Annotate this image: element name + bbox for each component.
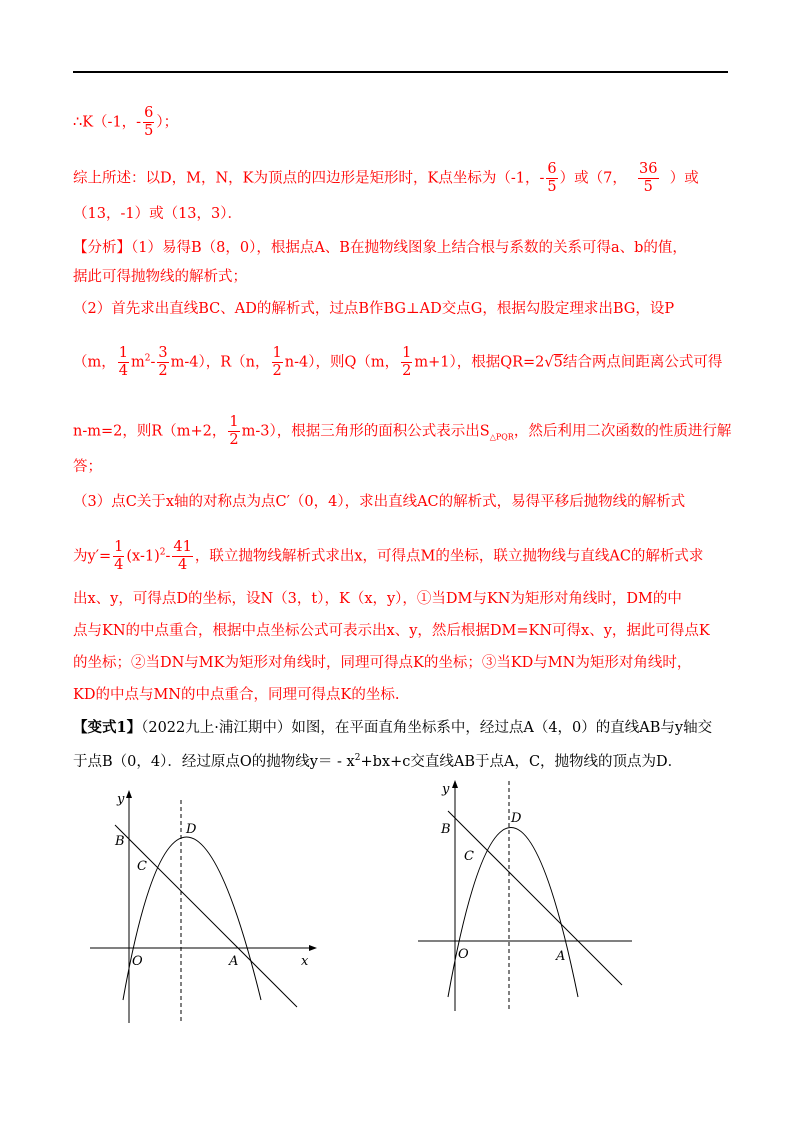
variant-label: 【变式1】: [73, 719, 142, 736]
label-d: D: [186, 822, 197, 837]
label-d: D: [511, 811, 522, 826]
analysis-line-3: （2）首先求出直线BC、AD的解析式，过点B作BG⊥AD交点G，根据勾股定理求出BG，设P: [73, 301, 675, 317]
analysis-line-1: 【分析】（1）易得B（8，0），根据点A、B在抛物线图象上结合根与系数的关系可得a、b的值，: [73, 240, 687, 256]
fraction: $\frac{36}{5}$: [639, 161, 658, 195]
label-o: O: [132, 954, 143, 969]
label-x: x: [301, 954, 309, 969]
analysis-line-4: （m， $\frac{1}{4}$ $m^2-$ $\frac{3}{2}$ m-4），R（n， $\frac{1}{2}$ n-4），则Q（m， $\frac{1}{2}$ m+1），根据QR=2√5结合两点间距离公式可得: [73, 345, 723, 379]
label-a: A: [556, 949, 566, 964]
analysis-line-10: 点与KN的中点重合，根据中点坐标公式可表示出x、y，然后根据DM=KN可得x、y，据此可得点K: [73, 623, 710, 639]
label-y: y: [442, 782, 450, 797]
figure-1: [85, 785, 325, 1025]
fraction: $\frac{1}{2}$: [272, 345, 282, 379]
fraction: $\frac{1}{4}$: [118, 345, 128, 379]
label-o: O: [458, 947, 469, 962]
fraction: $\frac{6}{5}$: [144, 105, 154, 139]
line-k-result: ∴K（-1，- $\frac{6}{5}$ ）；: [73, 105, 179, 139]
label-c: C: [137, 859, 147, 874]
line-ab: [448, 811, 622, 985]
fraction: $\frac{3}{2}$: [158, 345, 168, 379]
y-axis-arrow-icon: [126, 790, 132, 798]
line-summary: 综上所述：以D，M，N，K为顶点的四边形是矩形时，K点坐标为（-1，- $\frac{6}{5}$ ）或（7， $\frac{36}{5}$ ）或: [73, 161, 699, 195]
analysis-line-8: 为y′= $\frac{1}{4}$ $(x-1)^2-$ $\frac{41}{4}$ ，联立抛物线解析式求出x，可得点M的坐标，联立抛物线与直线AC的解析式求: [73, 539, 704, 573]
label-b: B: [441, 822, 451, 837]
analysis-line-12: KD的中点与MN的中点重合，同理可得点K的坐标.: [73, 687, 400, 703]
fraction: $\frac{41}{4}$: [173, 539, 192, 573]
analysis-line-5: n-m=2，则R（m+2， $\frac{1}{2}$ m-3），根据三角形的面积公式表示出$S_{\triangle PQR}$，然后利用二次函数的性质进行解: [73, 414, 732, 448]
analysis-line-2: 据此可得抛物线的解析式；: [73, 269, 247, 285]
label-b: B: [115, 834, 125, 849]
fraction: $\frac{1}{2}$: [229, 414, 239, 448]
analysis-line-7: （3）点C关于x轴的对称点为点C′（0，4），求出直线AC的解析式，易得平移后抛物线的解析式: [73, 494, 686, 510]
sqrt-icon: √: [544, 354, 554, 371]
fraction: $\frac{1}{4}$: [114, 539, 124, 573]
x-axis-arrow-icon: [309, 945, 317, 951]
analysis-line-11: 的坐标；②当DN与MK为矩形对角线时，同理可得点K的坐标；③当KD与MN为矩形对角线时，: [73, 655, 692, 671]
fraction: $\frac{1}{2}$: [402, 345, 412, 379]
header-rule: [73, 71, 728, 73]
label-y: y: [117, 792, 125, 807]
analysis-line-9: 出x、y，可得点D的坐标，设N（3，t），K（x，y），①当DM与KN为矩形对角线时，DM的中: [73, 591, 682, 607]
line-ab: [115, 825, 297, 1007]
y-axis-arrow-icon: [452, 780, 458, 788]
figure-2: [410, 773, 640, 1013]
label-a: A: [229, 954, 239, 969]
problem-line-1: 【变式1】（2022九上·浦江期中）如图，在平面直角坐标系中，经过点A（4，0）的直线AB与y轴交: [73, 719, 713, 736]
problem-line-2: 于点B（0，4）．经过原点O的抛物线$y= - x^2+bx+c$交直线AB于点A，C，抛物线的顶点为D．: [73, 753, 683, 770]
label-c: C: [464, 849, 474, 864]
line-summary-cont: （13，-1）或（13，3）．: [73, 206, 243, 222]
fraction: $\frac{6}{5}$: [547, 161, 557, 195]
analysis-line-6: 答；: [73, 459, 102, 475]
